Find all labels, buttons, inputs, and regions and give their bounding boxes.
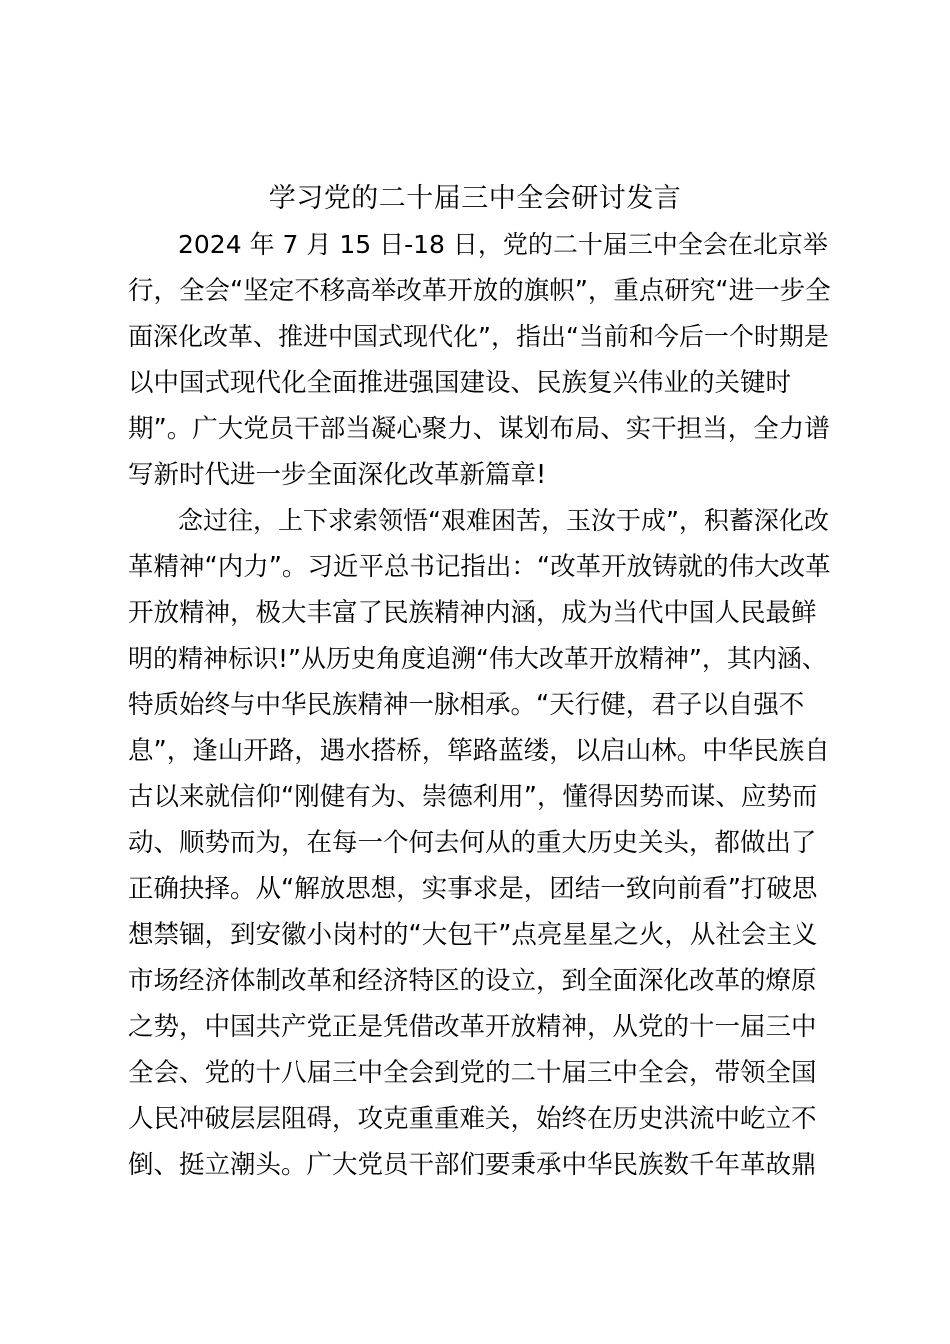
paragraph-line: 以中国式现代化全面推进强国建设、民族复兴伟业的关键时 <box>128 368 792 398</box>
paragraph-line: 动、顺势而为，在每一个何去何从的重大历史关头，都做出了 <box>128 828 817 858</box>
document-title: 学习党的二十届三中全会研讨发言 <box>268 183 682 214</box>
paragraph-line: 古以来就信仰“刚健有为、崇德利用”，懂得因势而谋、应势而 <box>128 782 818 812</box>
paragraph-line: 念过往，上下求索领悟“艰难困苦，玉汝于成”，积蓄深化改 <box>178 506 829 535</box>
paragraph-line: 息”，逢山开路，遇水搭桥，筚路蓝缕，以启山林。中华民族自 <box>128 736 830 766</box>
paragraph-line: 革精神“内力”。习近平总书记指出：“改革开放铸就的伟大改革 <box>128 552 831 582</box>
paragraph-line: 正确抉择。从“解放思想，实事求是，团结一致向前看”打破思 <box>128 874 818 904</box>
paragraph-line: 市场经济体制改革和经济特区的设立，到全面深化改革的燎原 <box>128 966 817 996</box>
paragraph-line: 2024 年 7 月 15 日-18 日，党的二十届三中全会在北京举 <box>178 230 828 259</box>
paragraph-line: 全会、党的十八届三中全会到党的二十届三中全会，带领全国 <box>128 1058 817 1088</box>
paragraph-line: 写新时代进一步全面深化改革新篇章! <box>128 460 547 490</box>
paragraph-line: 面深化改革、推进中国式现代化”，指出“当前和今后一个时期是 <box>128 322 829 351</box>
paragraph-line: 特质始终与中华民族精神一脉相承。“天行健，君子以自强不 <box>128 690 805 720</box>
paragraph-line: 期”。广大党员干部当凝心聚力、谋划布局、实干担当，全力谱 <box>128 414 830 444</box>
paragraph-line: 开放精神，极大丰富了民族精神内涵，成为当代中国人民最鲜 <box>128 598 817 628</box>
paragraph-line: 倒、挺立潮头。广大党员干部们要秉承中华民族数千年革故鼎 <box>128 1150 817 1180</box>
paragraph-line: 明的精神标识!”从历史角度追溯“伟大改革开放精神”，其内涵、 <box>128 644 827 673</box>
paragraph-line: 之势，中国共产党正是凭借改革开放精神，从党的十一届三中 <box>128 1012 817 1042</box>
paragraph-line: 想禁锢，到安徽小岗村的“大包干”点亮星星之火，从社会主义 <box>128 920 818 950</box>
paragraph-line: 行，全会“坚定不移高举改革开放的旗帜”，重点研究“进一步全 <box>128 276 831 306</box>
paragraph-line: 人民冲破层层阻碍，攻克重重难关，始终在历史洪流中屹立不 <box>128 1104 817 1134</box>
